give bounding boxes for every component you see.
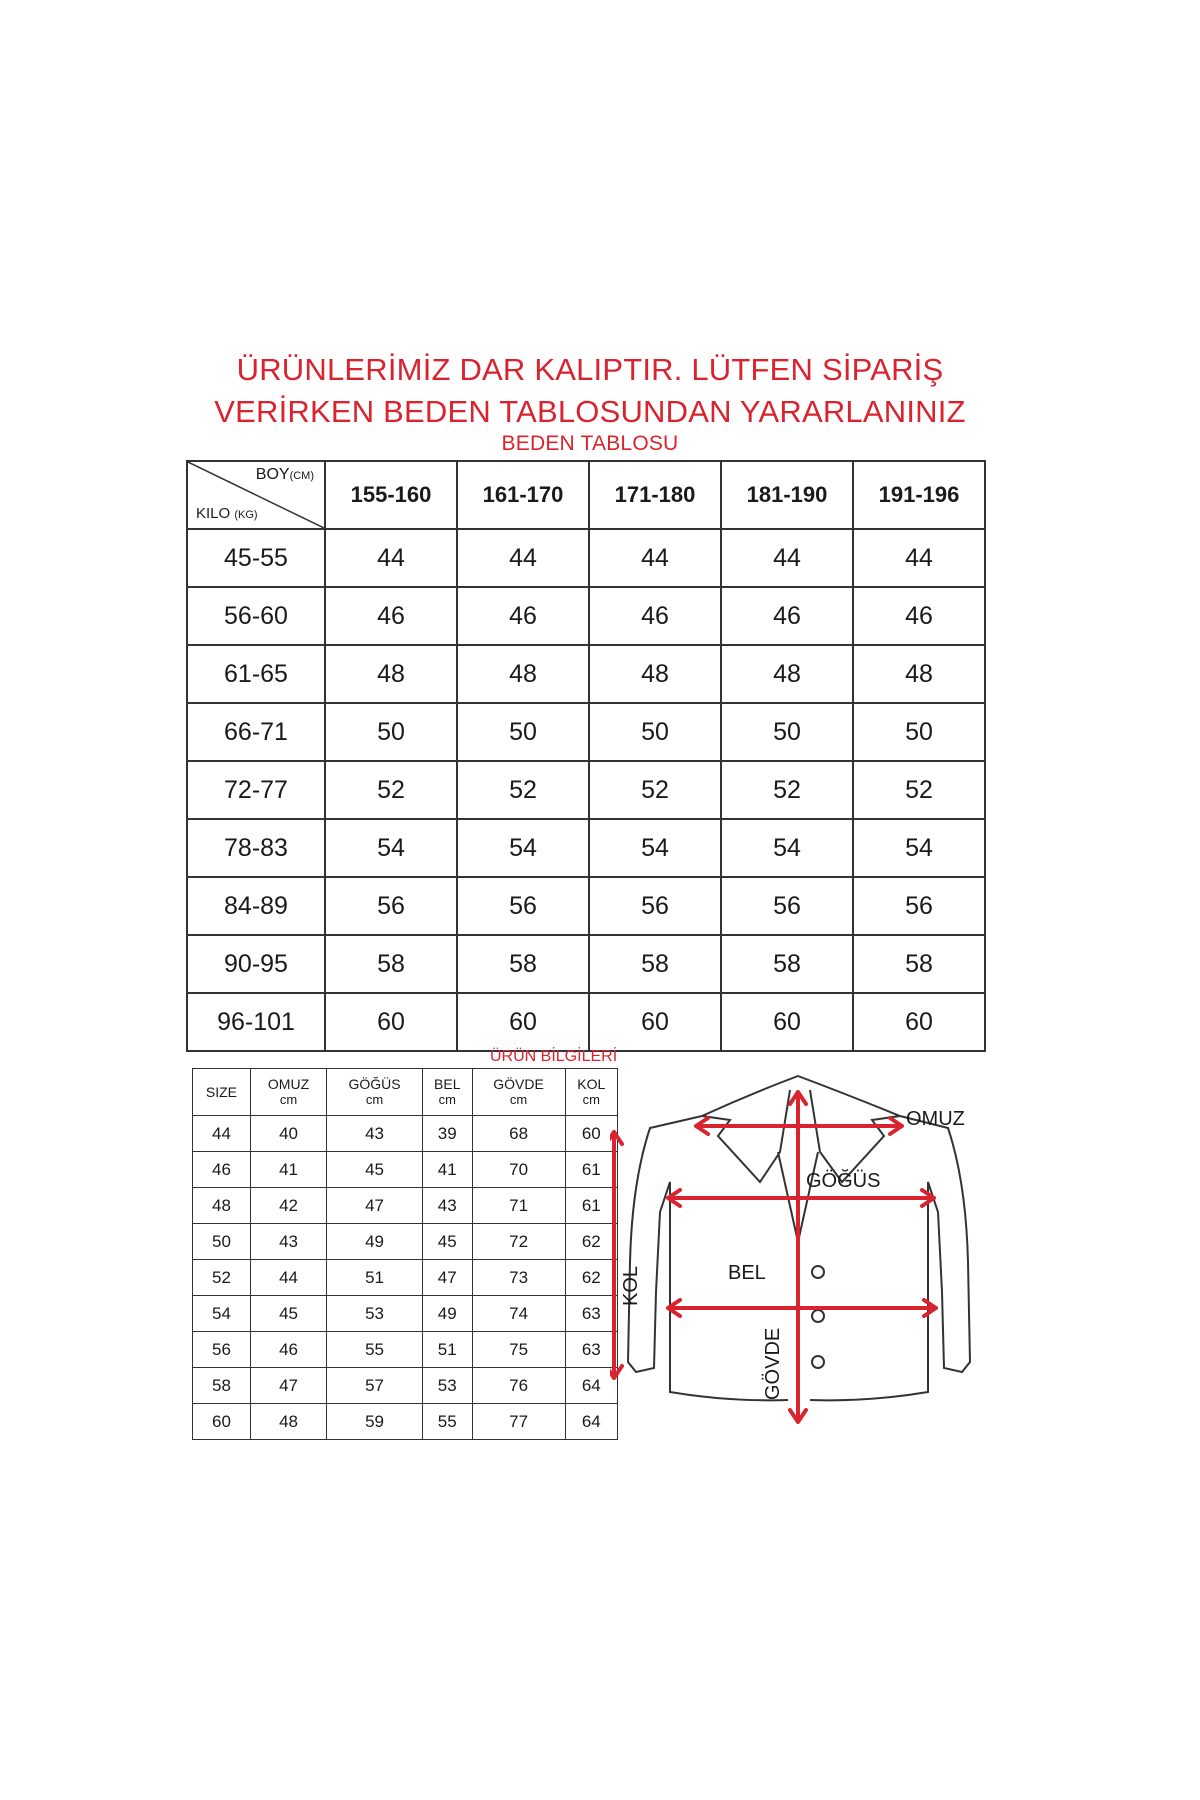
- measurement-cell: 62: [565, 1260, 617, 1296]
- measurement-cell: 43: [422, 1188, 472, 1224]
- measurement-cell: 45: [250, 1296, 326, 1332]
- weight-range-cell: 96-101: [187, 993, 325, 1051]
- size-value-cell: 50: [721, 703, 853, 761]
- size-value-cell: 58: [457, 935, 589, 993]
- size-value-cell: 44: [721, 529, 853, 587]
- measurement-header-label: GÖĞÜS: [348, 1076, 401, 1092]
- measurement-row: [193, 1404, 618, 1440]
- measurement-cell: 59: [327, 1404, 423, 1440]
- size-value-cell: 56: [325, 877, 457, 935]
- kilo-label: KILO (KG): [196, 505, 258, 522]
- coat-right-side: [810, 1116, 970, 1400]
- measurement-cell: 44: [193, 1116, 251, 1152]
- size-value-cell: 50: [589, 703, 721, 761]
- size-value-cell: 48: [853, 645, 985, 703]
- measurement-header-unit: cm: [582, 1092, 600, 1107]
- size-value-cell: 58: [589, 935, 721, 993]
- measurement-column-header: [327, 1069, 423, 1116]
- weight-range-cell: 45-55: [187, 529, 325, 587]
- size-value-cell: 50: [457, 703, 589, 761]
- measurement-cell: 61: [565, 1152, 617, 1188]
- size-value-cell: 44: [589, 529, 721, 587]
- measurement-cell: 39: [422, 1116, 472, 1152]
- measurement-cell: 64: [565, 1404, 617, 1440]
- size-chart-row: [187, 587, 985, 645]
- measurement-cell: 57: [327, 1368, 423, 1404]
- measurement-cell: 63: [565, 1332, 617, 1368]
- weight-range-cell: 61-65: [187, 645, 325, 703]
- size-value-cell: 54: [325, 819, 457, 877]
- measurement-cell: 55: [327, 1332, 423, 1368]
- size-chart-row: [187, 703, 985, 761]
- size-chart-row: [187, 819, 985, 877]
- measurement-cell: 53: [327, 1296, 423, 1332]
- measurement-cell: 44: [250, 1260, 326, 1296]
- height-column-header: 161-170: [457, 461, 589, 529]
- measurement-cell: 48: [250, 1404, 326, 1440]
- weight-range-cell: 78-83: [187, 819, 325, 877]
- measurement-cell: 41: [422, 1152, 472, 1188]
- size-value-cell: 54: [721, 819, 853, 877]
- measurement-cell: 58: [193, 1368, 251, 1404]
- measurement-cell: 43: [250, 1224, 326, 1260]
- measurement-cell: 51: [327, 1260, 423, 1296]
- measurement-cell: 53: [422, 1368, 472, 1404]
- measurement-cell: 54: [193, 1296, 251, 1332]
- gogus-arrow: [668, 1190, 934, 1206]
- measurement-cell: 47: [422, 1260, 472, 1296]
- measurement-cell: 73: [472, 1260, 565, 1296]
- measurement-header-unit: cm: [365, 1092, 384, 1107]
- weight-range-cell: 84-89: [187, 877, 325, 935]
- size-chart-corner-cell: [187, 461, 325, 529]
- size-value-cell: 48: [721, 645, 853, 703]
- size-value-cell: 60: [325, 993, 457, 1051]
- bel-arrow: [668, 1300, 936, 1316]
- size-value-cell: 46: [589, 587, 721, 645]
- size-value-cell: 54: [589, 819, 721, 877]
- weight-range-cell: 56-60: [187, 587, 325, 645]
- size-chart-row: [187, 645, 985, 703]
- measurement-row: [193, 1260, 618, 1296]
- size-chart-row: [187, 877, 985, 935]
- size-chart-row: [187, 993, 985, 1051]
- govde-label: GÖVDE: [762, 1327, 784, 1400]
- height-column-header: 155-160: [325, 461, 457, 529]
- measurement-row: [193, 1224, 618, 1260]
- size-chart-row: [187, 935, 985, 993]
- size-value-cell: 58: [721, 935, 853, 993]
- notice-line-2: VERİRKEN BEDEN TABLOSUNDAN YARARLANINIZ: [214, 394, 966, 429]
- size-value-cell: 46: [457, 587, 589, 645]
- measurement-column-header: [422, 1069, 472, 1116]
- size-value-cell: 52: [325, 761, 457, 819]
- measurement-header-unit: cm: [438, 1092, 456, 1107]
- measurement-cell: 76: [472, 1368, 565, 1404]
- measurement-header-label: KOL: [577, 1076, 606, 1092]
- size-value-cell: 58: [853, 935, 985, 993]
- size-value-cell: 54: [457, 819, 589, 877]
- notice-line-1: ÜRÜNLERİMİZ DAR KALIPTIR. LÜTFEN SİPARİŞ: [236, 352, 944, 387]
- size-value-cell: 50: [325, 703, 457, 761]
- measurement-cell: 41: [250, 1152, 326, 1188]
- measurement-row: [193, 1116, 618, 1152]
- size-value-cell: 60: [853, 993, 985, 1051]
- measurement-row: [193, 1332, 618, 1368]
- size-value-cell: 46: [853, 587, 985, 645]
- measurement-cell: 63: [565, 1296, 617, 1332]
- size-value-cell: 50: [853, 703, 985, 761]
- measurement-cell: 64: [565, 1368, 617, 1404]
- measurement-column-header: [472, 1069, 565, 1116]
- coat-button: [812, 1356, 824, 1368]
- measurement-cell: 61: [565, 1188, 617, 1224]
- measurement-cell: 45: [327, 1152, 423, 1188]
- measurement-row: [193, 1152, 618, 1188]
- size-value-cell: 52: [853, 761, 985, 819]
- height-column-header: 191-196: [853, 461, 985, 529]
- measurement-cell: 71: [472, 1188, 565, 1224]
- size-value-cell: 60: [589, 993, 721, 1051]
- kol-arrow: [610, 1132, 622, 1378]
- measurement-row: [193, 1188, 618, 1224]
- measurement-cell: 72: [472, 1224, 565, 1260]
- size-chart-table: [186, 460, 986, 1052]
- measurement-cell: 62: [565, 1224, 617, 1260]
- measurement-header-label: BEL: [434, 1076, 461, 1092]
- govde-arrow: [790, 1092, 806, 1422]
- height-column-header: 171-180: [589, 461, 721, 529]
- height-column-header: 181-190: [721, 461, 853, 529]
- measurement-column-header: [193, 1069, 251, 1116]
- size-value-cell: 48: [457, 645, 589, 703]
- measurement-cell: 52: [193, 1260, 251, 1296]
- measurement-cell: 55: [422, 1404, 472, 1440]
- size-value-cell: 56: [721, 877, 853, 935]
- measurement-cell: 42: [250, 1188, 326, 1224]
- measurement-row: [193, 1296, 618, 1332]
- omuz-label: OMUZ: [906, 1108, 965, 1130]
- measurement-cell: 45: [422, 1224, 472, 1260]
- measurement-cell: 60: [565, 1116, 617, 1152]
- weight-range-cell: 66-71: [187, 703, 325, 761]
- product-info-title: ÜRÜN BİLGİLERİ: [490, 1048, 618, 1065]
- weight-range-cell: 72-77: [187, 761, 325, 819]
- size-table-title: BEDEN TABLOSU: [501, 432, 679, 455]
- measurement-cell: 74: [472, 1296, 565, 1332]
- size-value-cell: 44: [457, 529, 589, 587]
- measurement-header-label: GÖVDE: [493, 1076, 544, 1092]
- weight-range-cell: 90-95: [187, 935, 325, 993]
- size-chart-row: [187, 761, 985, 819]
- size-value-cell: 56: [853, 877, 985, 935]
- measurement-header-unit: cm: [279, 1092, 298, 1107]
- size-chart-row: [187, 529, 985, 587]
- measurement-column-header: [250, 1069, 326, 1116]
- gogus-label: GÖĞÜS: [806, 1170, 881, 1192]
- measurement-header-label: OMUZ: [267, 1076, 310, 1092]
- measurement-cell: 49: [422, 1296, 472, 1332]
- measurement-cell: 47: [250, 1368, 326, 1404]
- measurement-row: [193, 1368, 618, 1404]
- measurement-cell: 68: [472, 1116, 565, 1152]
- coat-left-lapel: [702, 1090, 790, 1182]
- size-value-cell: 48: [589, 645, 721, 703]
- measurement-cell: 50: [193, 1224, 251, 1260]
- kol-label: KOL: [620, 1265, 642, 1306]
- size-value-cell: 60: [457, 993, 589, 1051]
- measurement-cell: 60: [193, 1404, 251, 1440]
- size-value-cell: 58: [325, 935, 457, 993]
- measurement-cell: 70: [472, 1152, 565, 1188]
- measurement-cell: 46: [250, 1332, 326, 1368]
- coat-button: [812, 1266, 824, 1278]
- measurement-header-label: SIZE: [205, 1084, 238, 1100]
- size-value-cell: 46: [325, 587, 457, 645]
- size-value-cell: 56: [457, 877, 589, 935]
- measurement-cell: 49: [327, 1224, 423, 1260]
- measurement-cell: 40: [250, 1116, 326, 1152]
- measurement-header-unit: cm: [509, 1092, 528, 1107]
- boy-label: BOY(CM): [255, 466, 314, 483]
- measurement-cell: 46: [193, 1152, 251, 1188]
- measurement-cell: 56: [193, 1332, 251, 1368]
- measurement-cell: 75: [472, 1332, 565, 1368]
- size-value-cell: 60: [721, 993, 853, 1051]
- size-value-cell: 44: [325, 529, 457, 587]
- product-measurements-table: [192, 1068, 618, 1440]
- coat-button: [812, 1310, 824, 1322]
- measurements-header-row: [193, 1069, 618, 1116]
- measurement-cell: 51: [422, 1332, 472, 1368]
- size-value-cell: 44: [853, 529, 985, 587]
- measurement-cell: 47: [327, 1188, 423, 1224]
- size-value-cell: 54: [853, 819, 985, 877]
- measurement-cell: 43: [327, 1116, 423, 1152]
- size-value-cell: 46: [721, 587, 853, 645]
- size-value-cell: 52: [589, 761, 721, 819]
- size-value-cell: 48: [325, 645, 457, 703]
- bel-label: BEL: [728, 1262, 766, 1284]
- measurement-cell: 48: [193, 1188, 251, 1224]
- size-value-cell: 52: [721, 761, 853, 819]
- measurement-cell: 77: [472, 1404, 565, 1440]
- size-chart-header-row: [187, 461, 985, 529]
- size-value-cell: 56: [589, 877, 721, 935]
- coat-right-lapel: [810, 1090, 900, 1182]
- size-value-cell: 52: [457, 761, 589, 819]
